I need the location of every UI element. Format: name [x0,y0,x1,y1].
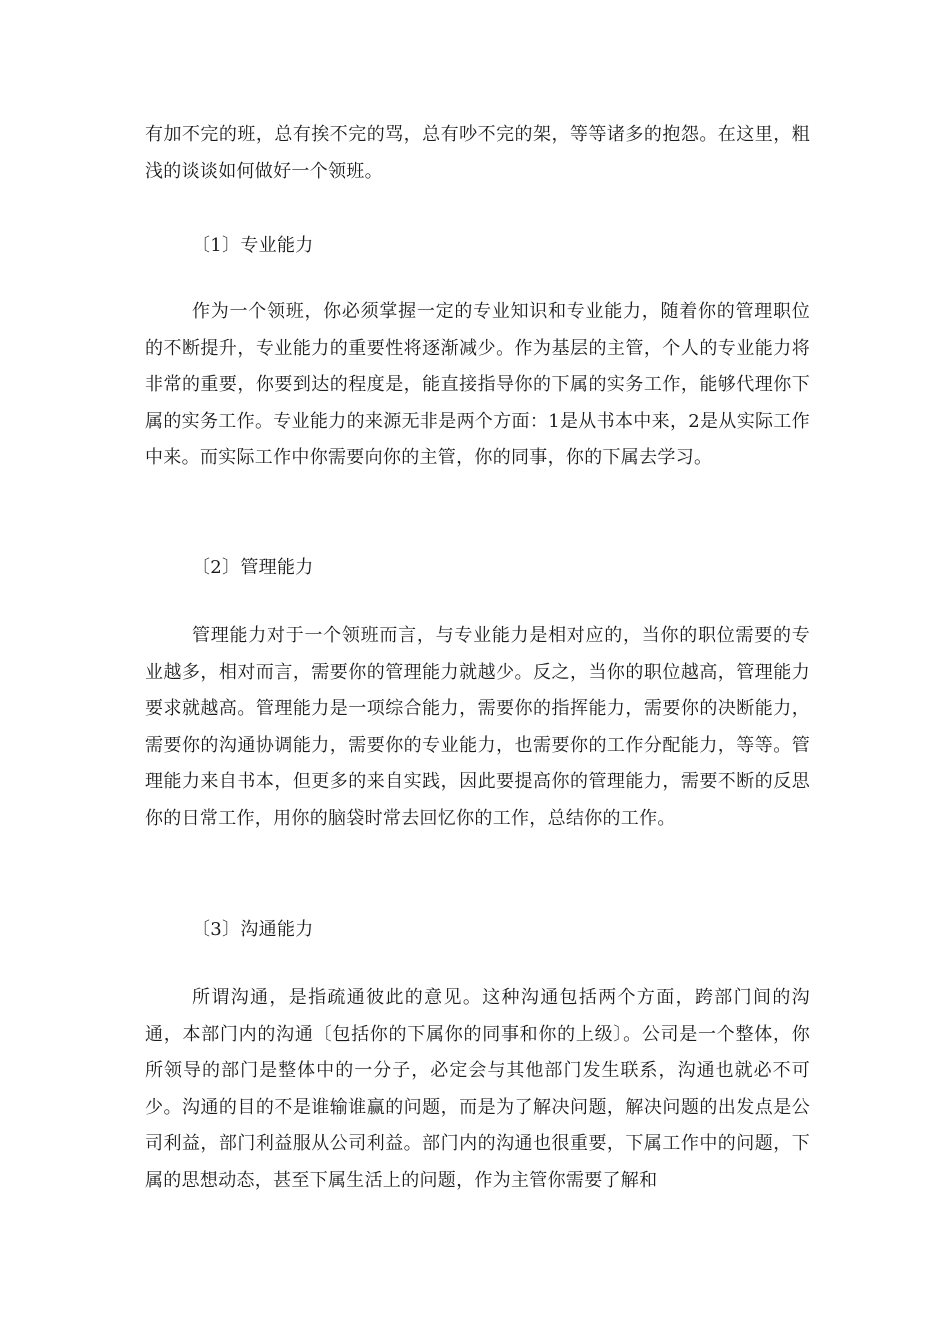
section-heading-communication: 〔3〕沟通能力 [192,919,314,940]
section-body-communication: 所谓沟通，是指疏通彼此的意见。这种沟通包括两个方面，跨部门间的沟通，本部门内的沟通〔包括你的下属你的同事和你的上级〕。公司是一个整体，你所领导的部门是整体中的一分子，必定会与其他部门发生联系，沟通也就必不可少。沟通的目的不是谁输谁赢的问题，而是为了解决问题，解决问题的出发点是公司利益，部门利益服从公司利益。部门内的沟通也很重要，下属工作中的问题，下属的思想动态，甚至下属生活上的问题，作为主管你需要了解和 [145,987,810,1191]
section-body-professional: 作为一个领班，你必须掌握一定的专业知识和专业能力，随着你的管理职位的不断提升，专业能力的重要性将逐渐减少。作为基层的主管，个人的专业能力将非常的重要，你要到达的程度是，能直接指导你的下属的实务工作，能够代理你下属的实务工作。专业能力的来源无非是两个方面：1是从书本中来，2是从实际工作中来。而实际工作中你需要向你的主管，你的同事，你的下属去学习。 [145,301,810,468]
section-heading-professional: 〔1〕专业能力 [192,235,314,256]
section-heading-management: 〔2〕管理能力 [192,557,314,578]
intro-paragraph: 有加不完的班，总有挨不完的骂，总有吵不完的架，等等诸多的抱怨。在这里，粗浅的谈谈如何做好一个领班。 [145,124,810,182]
section-body-management: 管理能力对于一个领班而言，与专业能力是相对应的，当你的职位需要的专业越多，相对而言，需要你的管理能力就越少。反之，当你的职位越高，管理能力要求就越高。管理能力是一项综合能力，需要你的指挥能力，需要你的决断能力，需要你的沟通协调能力，需要你的专业能力，也需要你的工作分配能力，等等。管理能力来自书本，但更多的来自实践，因此要提高你的管理能力，需要不断的反思你的日常工作，用你的脑袋时常去回忆你的工作，总结你的工作。 [145,625,810,829]
